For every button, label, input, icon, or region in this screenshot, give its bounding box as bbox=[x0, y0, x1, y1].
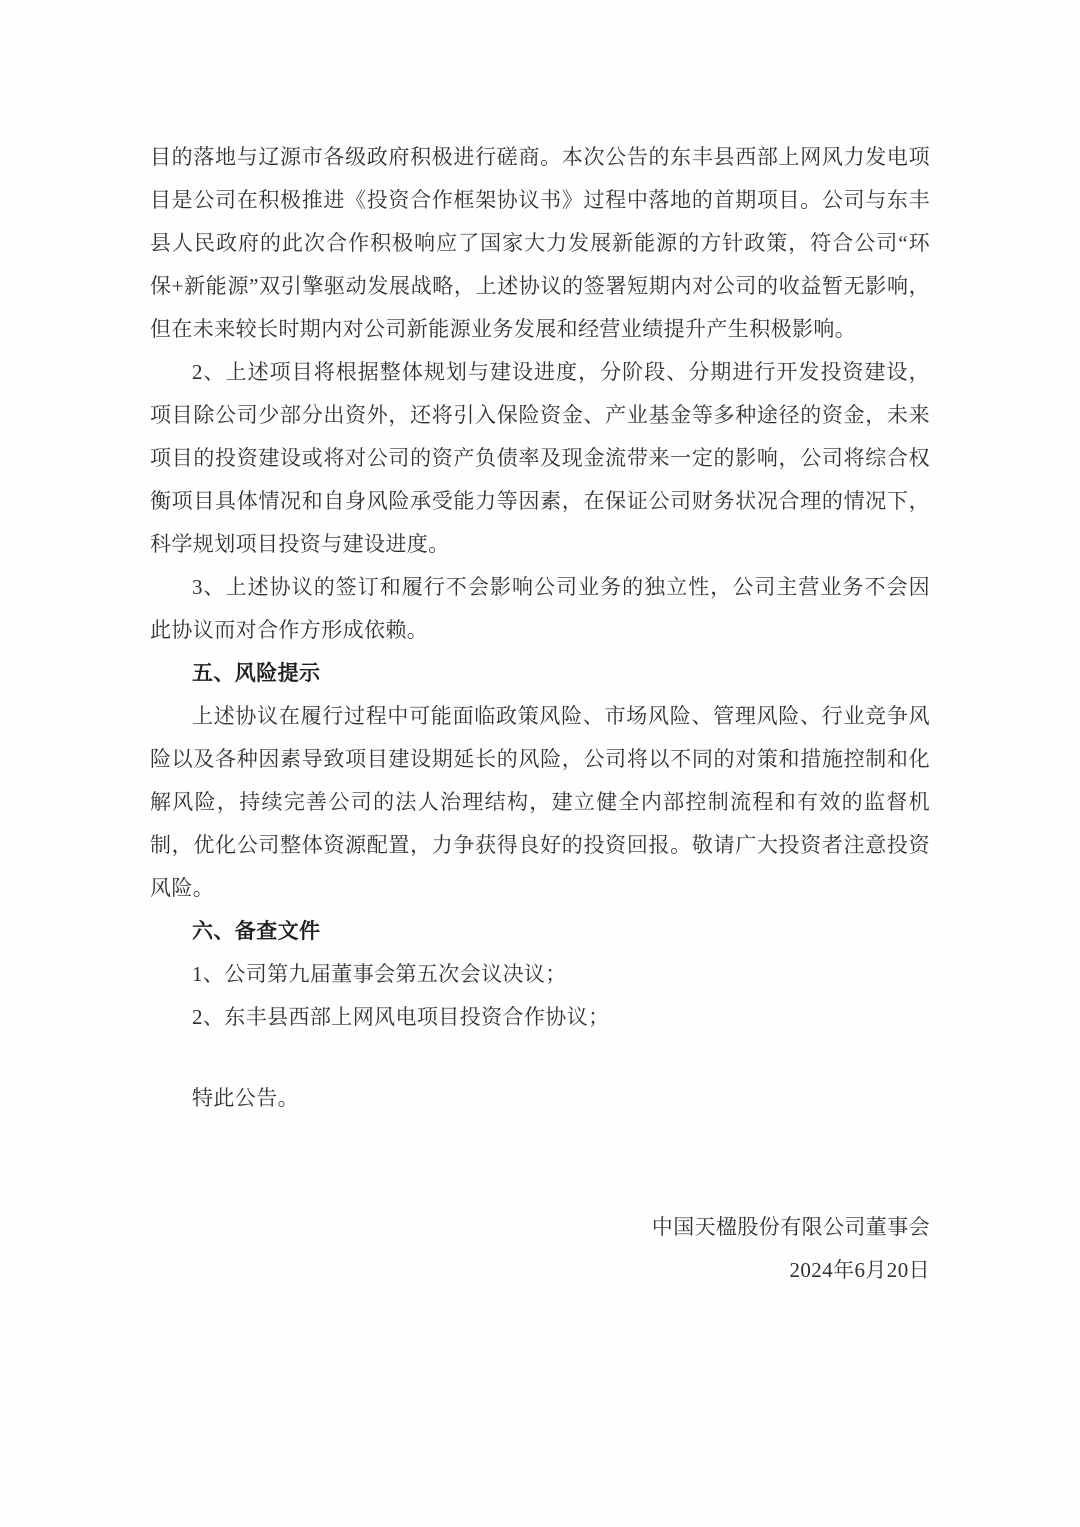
paragraph-item-2-funding-plan: 2、上述项目将根据整体规划与建设进度，分阶段、分期进行开发投资建设，项目除公司少部分出资外，还将引入保险资金、产业基金等多种途径的资金，未来项目的投资建设或将对公司的资产负债率及现金流带来一定的影响，公司将综合权衡项目具体情况和自身风险承受能力等因素，在保证公司财务状况合理的情况下，科学规划项目投资与建设进度。 bbox=[150, 360, 930, 556]
paragraph-risk-description: 上述协议在履行过程中可能面临政策风险、市场风险、管理风险、行业竞争风险以及各种因素导致项目建设期延长的风险，公司将以不同的对策和措施控制和化解风险，持续完善公司的法人治理结构，建立健全内部控制流程和有效的监督机制，优化公司整体资源配置，力争获得良好的投资回报。敬请广大投资者注意投资风险。 bbox=[150, 704, 930, 900]
section-heading-reference-documents: 六、备查文件 bbox=[192, 920, 321, 943]
signature-block bbox=[150, 1206, 930, 1292]
reference-document-item-1: 1、公司第九届董事会第五次会议决议； bbox=[192, 962, 567, 986]
paragraph-item-3-independence: 3、上述协议的签订和履行不会影响公司业务的独立性，公司主营业务不会因此协议而对合作方形成依赖。 bbox=[150, 575, 930, 642]
closing-statement: 特此公告。 bbox=[192, 1086, 299, 1110]
reference-document-item-2: 2、东丰县西部上网风电项目投资合作协议； bbox=[192, 1005, 610, 1029]
announcement-body bbox=[150, 136, 930, 1292]
paragraph-impact-continuation: 目的落地与辽源市各级政府积极进行磋商。本次公告的东丰县西部上网风力发电项目是公司在积极推进《投资合作框架协议书》过程中落地的首期项目。公司与东丰县人民政府的此次合作积极响应了国家大力发展新能源的方针政策，符合公司“环保+新能源”双引擎驱动发展战略，上述协议的签署短期内对公司的收益暂无影响，但在未来较长时期内对公司新能源业务发展和经营业绩提升产生积极影响。 bbox=[150, 145, 930, 341]
signature-date: 2024年6月20日 bbox=[789, 1258, 930, 1282]
section-heading-risk-notice: 五、风险提示 bbox=[192, 662, 321, 685]
signature-company: 中国天楹股份有限公司董事会 bbox=[651, 1215, 930, 1239]
